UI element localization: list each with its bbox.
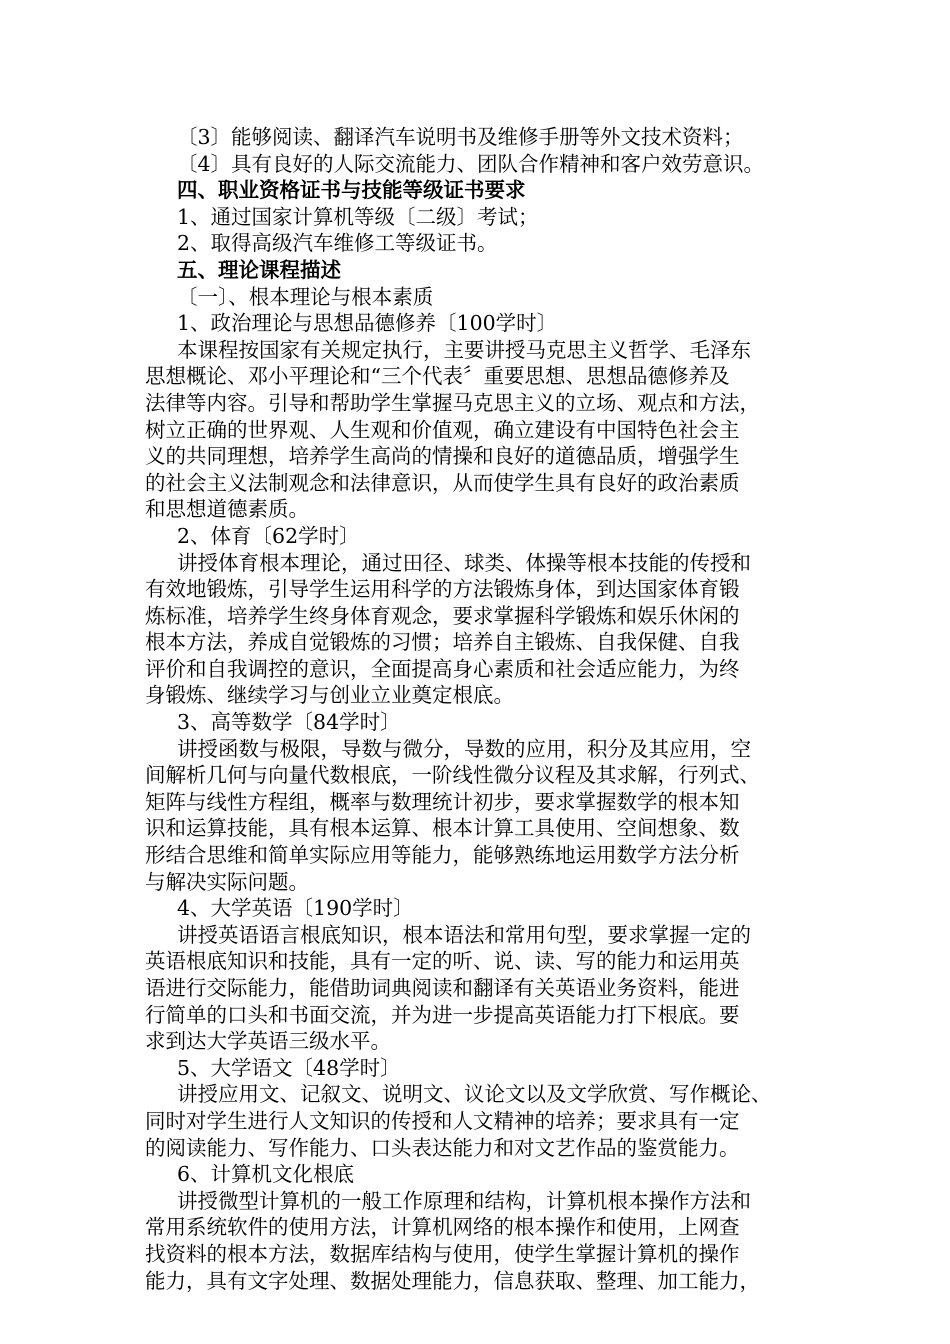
text-line: 的阅读能力、写作能力、口头表达能力和对文艺作品的鉴赏能力。 [145, 1135, 740, 1160]
text-line: 和思想道德素质。 [145, 497, 309, 522]
text-line: 语进行交际能力，能借助词典阅读和翻译有关英语业务资料，能进 [145, 976, 740, 1000]
text-line: 有效地锻炼，引导学生运用科学的方法锻炼身体，到达国家体育锻 [145, 577, 740, 602]
text-line: 〔一〕、根本理论与根本素质 [177, 284, 434, 309]
text-line: 法律等内容。引导和帮助学生掌握马克思主义的立场、观点和方法， [145, 390, 760, 415]
text-line: 找资料的根本方法，数据库结构与使用，使学生掌握计算机的操作 [145, 1241, 740, 1266]
text-line: 讲授体育根本理论，通过田径、球类、体操等根本技能的传授和 [177, 550, 751, 575]
text-line: 树立正确的世界观、人生观和价值观，确立建设有中国特色社会主 [145, 417, 740, 442]
text-line: 2、取得高级汽车维修工等级证书。 [177, 231, 498, 256]
text-line: 形结合思维和简单实际应用等能力，能够熟练地运用数学方法分析 [145, 843, 740, 868]
text-line: 4、大学英语〔190学时〕 [177, 896, 414, 921]
text-line: 1、政治理论与思想品德修养〔100学时〕 [177, 311, 558, 336]
text-line: 求到达大学英语三级水平。 [145, 1029, 391, 1054]
text-line: 识和运算技能，具有根本运算、根本计算工具使用、空间想象、数 [145, 816, 740, 841]
text-line: 与解决实际问题。 [145, 869, 309, 894]
text-line: 同时对学生进行人文知识的传授和人文精神的培养；要求具有一定 [145, 1108, 740, 1133]
text-line: 常用系统软件的使用方法，计算机网络的根本操作和使用，上网查 [145, 1215, 740, 1240]
text-line: 矩阵与线性方程组，概率与数理统计初步，要求掌握数学的根本知 [145, 789, 740, 814]
text-line: 讲授微型计算机的一般工作原理和结构，计算机根本操作方法和 [177, 1188, 751, 1213]
text-line: 根本方法，养成自觉锻炼的习惯；培养自主锻炼、自我保健、自我 [145, 630, 740, 655]
text-line: 评价和自我调控的意识，全面提高身心素质和社会适应能力，为终 [145, 656, 740, 681]
section-heading: 四、职业资格证书与技能等级证书要求 [177, 178, 526, 203]
section-heading: 五、理论课程描述 [177, 257, 341, 282]
text-line: 6、计算机文化根底 [177, 1162, 355, 1187]
text-line: 〔4〕具有良好的人际交流能力、团队合作精神和客户效劳意识。 [177, 151, 765, 176]
document-body [145, 124, 825, 1294]
text-line: 〔3〕能够阅读、翻译汽车说明书及维修手册等外文技术资料； [177, 125, 744, 149]
text-line: 义的共同理想，培养学生高尚的情操和良好的道德品质，增强学生 [145, 444, 740, 469]
text-line: 讲授英语语言根底知识，根本语法和常用句型，要求掌握一定的 [177, 922, 751, 947]
text-line: 2、体育〔62学时〕 [177, 523, 360, 548]
text-line: 思想概论、邓小平理论和“三个代表〞重要思想、思想品德修养及 [145, 364, 730, 389]
text-line: 5、大学语文〔48学时〕 [177, 1055, 401, 1080]
text-line: 间解析几何与向量代数根底，一阶线性微分议程及其求解，行列式、 [145, 763, 760, 788]
text-line: 1、通过国家计算机等级〔二级〕考试； [177, 204, 539, 229]
text-line: 炼标准，培养学生终身体育观念，要求掌握科学锻炼和娱乐休闲的 [145, 603, 740, 628]
text-line: 3、高等数学〔84学时〕 [177, 710, 401, 735]
text-line: 的社会主义法制观念和法律意识，从而使学生具有良好的政治素质 [145, 470, 740, 495]
text-line: 能力，具有文字处理、数据处理能力，信息获取、整理、加工能力， [145, 1268, 760, 1293]
text-line: 讲授应用文、记叙文、说明文、议论文以及文学欣赏、写作概论、 [177, 1082, 772, 1107]
text-line: 讲授函数与极限，导数与微分，导数的应用，积分及其应用，空 [177, 736, 751, 761]
text-line: 行简单的口头和书面交流，并为进一步提高英语能力打下根底。要 [145, 1002, 740, 1027]
text-line: 英语根底知识和技能，具有一定的听、说、读、写的能力和运用英 [145, 949, 740, 974]
text-line: 身锻炼、继续学习与创业立业奠定根底。 [145, 683, 514, 708]
text-line: 本课程按国家有关规定执行，主要讲授马克思主义哲学、毛泽东 [177, 337, 751, 362]
